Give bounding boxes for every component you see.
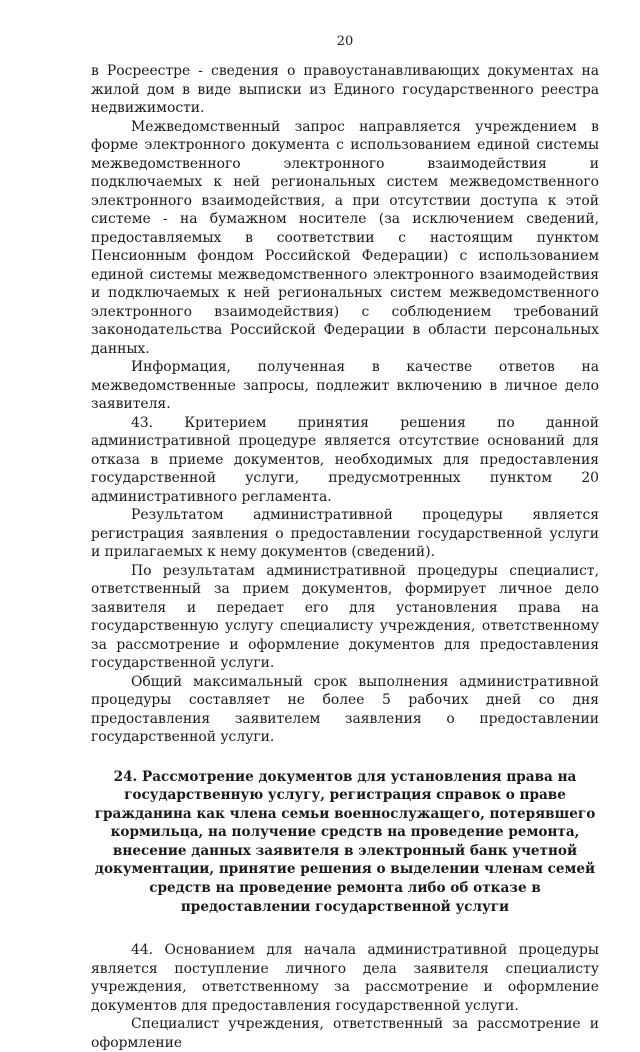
- page-number: 20: [336, 34, 354, 49]
- paragraph-procedure-result: Результатом административной процедуры является регистрация заявления о предоставлении государственной услуги и прилагаемых к нему документов (сведений).: [91, 507, 599, 560]
- document-body: [91, 62, 599, 1052]
- paragraph-max-term: Общий максимальный срок выполнения административной процедуры составляет не более 5 рабочих дней со дня предоставления заявителем заявления о предоставлении государственной услуги.: [91, 673, 599, 745]
- paragraph-continuation: в Росреестре - сведения о правоустанавливающих документах на жилой дом в виде выписки из Единого государственного реестра недвижимости.: [91, 63, 599, 116]
- paragraph-clause-43: 43. Критерием принятия решения по данной административной процедуре является отсутствие оснований для отказа в приеме документов, необходимых для предоставления государственной услуги, предусмотренных пунктом 20 административного регламента.: [91, 414, 599, 505]
- paragraph-clause-44: 44. Основанием для начала административной процедуры является поступление личного дела заявителя специалисту учреждения, ответственному за рассмотрение и оформление документов для предоставления государственной услуги.: [91, 942, 599, 1014]
- paragraph-specialist: Специалист учреждения, ответственный за рассмотрение и оформление: [91, 1016, 599, 1051]
- paragraph-interagency-request: Межведомственный запрос направляется учреждением в форме электронного документа с использованием единой системы межведомственного электронного взаимодействия и подключаемых к ней региональных систем межведомственного электронного взаимодействия, а при отсутствии доступа к этой системе - на бумажном носителе (за исключением сведений, предоставляемых в соответствии с настоящим пунктом Пенсионным фондом Российской Федерации) с использованием единой системы межведомственного электронного взаимодействия и подключаемых к ней региональных систем межведомственного электронного взаимодействия) с соблюдением требований законодательства Российской Федерации в области персональных данных.: [91, 118, 599, 357]
- paragraph-request-answers: Информация, полученная в качестве ответов на межведомственные запросы, подлежит включению в личное дело заявителя.: [91, 359, 599, 412]
- paragraph-procedure-outcome: По результатам административной процедуры специалист, ответственный за прием документов, формирует личное дело заявителя и передает его для установления права на государственную услугу специалисту учреждения, ответственному за рассмотрение и оформление документов для предоставления государственной услуги.: [91, 562, 599, 671]
- section-heading-24: 24. Рассмотрение документов для установления права на государственную услугу, регистрация справок о праве гражданина как члена семьи военнослужащего, потерявшего кормильца, на получение средств на проведение ремонта, внесение данных заявителя в электронный банк учетной документации, принятие решения о выделении членам семей средств на проведение ремонта либо об отказе в предоставлении государственной услуги: [94, 768, 596, 915]
